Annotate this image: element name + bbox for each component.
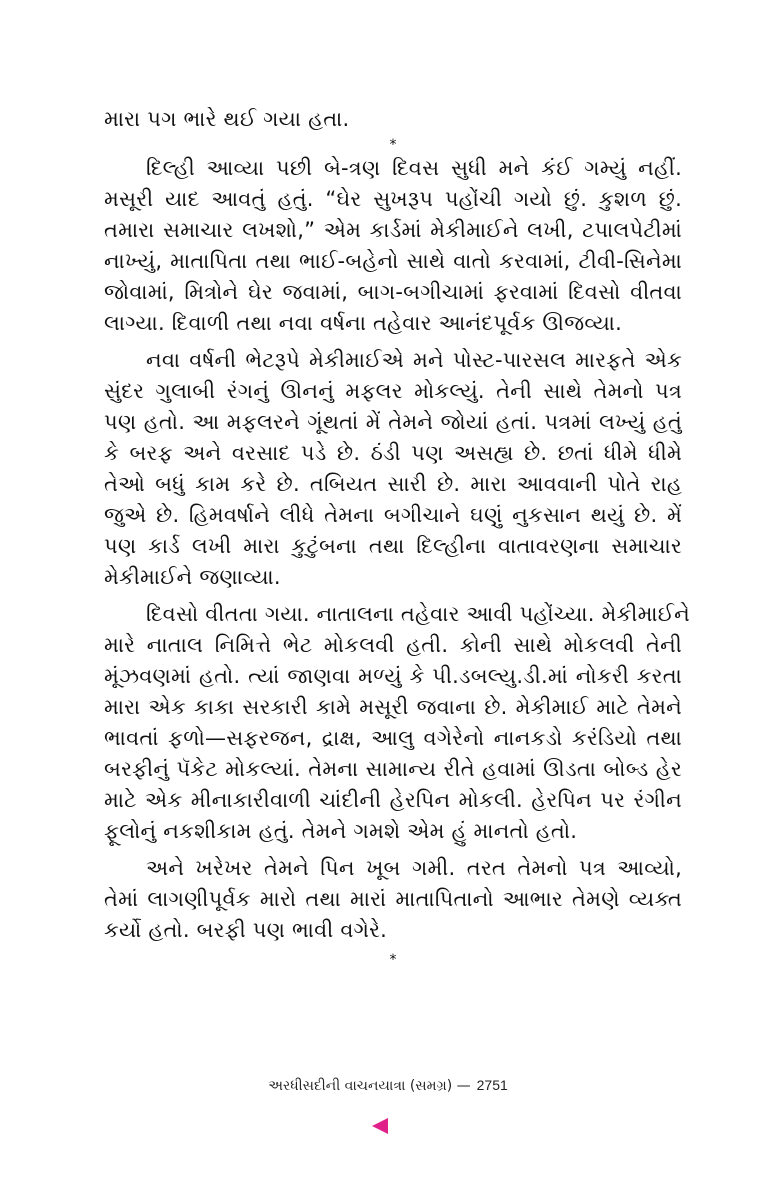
text-line: નાખ્યું, માતાપિતા તથા ભાઈ-બહેનો સાથે વાતો કરવામાં, ટીવી-સિનેમા: [104, 249, 682, 273]
text-line: અને ખરેખર તેમને પિન ખૂબ ગમી. તરત તેમનો પત્ર આવ્યો,: [146, 856, 682, 880]
paragraph: [104, 853, 682, 946]
text-line: ફૂલોનું નકશીકામ હતું. તેમને ગમશે એમ હું માનતો હતો.: [104, 819, 578, 843]
text-line: મારા એક કાકા સરકારી કામે મસૂરી જવાના છે. મેકીમાઈ માટે તેમને: [104, 695, 682, 719]
book-title: અરધીસદીની વાચનયાત્રા (સમગ્ર) —: [268, 1078, 471, 1094]
text-line: લાગ્યા. દિવાળી તથા નવા વર્ષના તહેવાર આનંદપૂર્વક ઊજવ્યા.: [104, 311, 623, 335]
text-line: તમારા સમાચાર લખશો,” એમ કાર્ડમાં મેકીમાઈને લખી, ટપાલપેટીમાં: [104, 218, 682, 242]
text-line: મસૂરી યાદ આવતું હતું. “ઘેર સુખરૂપ પહોંચી ગયો છું. કુશળ છું.: [104, 187, 682, 211]
text-line: જોવામાં, મિત્રોને ઘેર જવામાં, બાગ-બગીચામાં ફરવામાં દિવસો વીતવા: [104, 280, 682, 304]
text-line: મેકીમાઈને જણાવ્યા.: [104, 565, 281, 589]
section-separator-bottom: *: [389, 952, 397, 968]
intro-line: મારા પગ ભારે થઈ ગયા હતા.: [104, 107, 350, 131]
text-line: સુંદર ગુલાબી રંગનું ઊનનું મફલર મોકલ્યું. તેની સાથે તેમનો પત્ર: [104, 379, 682, 403]
text-line: કે બરફ અને વરસાદ પડે છે. ઠંડી પણ અસહ્ય છે. છતાં ધીમે ધીમે: [104, 441, 682, 465]
text-line: નવા વર્ષની ભેટરૂપે મેકીમાઈએ મને પોસ્ટ-પારસલ મારફતે એક: [146, 348, 682, 372]
document-body: [104, 104, 691, 968]
text-line: માટે એક મીનાકારીવાળી ચાંદીની હેરપિન મોકલી. હેરપિન પર રંગીન: [104, 788, 682, 812]
text-line: કર્યો હતો. બરફી પણ ભાવી વગેરે.: [104, 918, 388, 942]
text-line: ભાવતાં ફળો—સફરજન, દ્રાક્ષ, આલુ વગેરેનો નાનકડો કરંડિયો તથા: [104, 726, 682, 750]
section-separator-top: *: [389, 137, 397, 153]
text-line: પણ હતો. આ મફલરને ગૂંથતાં મેં તેમને જોયાં હતાં. પત્રમાં લખ્યું હતું: [104, 410, 682, 434]
text-line: બરફીનું પૅકેટ મોકલ્યાં. તેમના સામાન્ય રીતે હવામાં ઊડતા બોબ્ડ હેર: [104, 757, 682, 781]
paragraph: [104, 153, 682, 339]
page-footer: [0, 1076, 776, 1095]
paragraph: [104, 599, 691, 847]
text-line: તેમાં લાગણીપૂર્વક મારો તથા મારાં માતાપિતાનો આભાર તેમણે વ્યક્ત: [104, 887, 682, 911]
text-line: પણ કાર્ડ લખી મારા કુટુંબના તથા દિલ્હીના વાતાવરણના સમાચાર: [104, 534, 682, 558]
paragraph-list: [104, 153, 691, 946]
text-line: તેઓ બધું કામ કરે છે. તબિયત સારી છે. મારા આવવાની પોતે રાહ: [104, 472, 682, 496]
text-line: મૂંઝવણમાં હતો. ત્યાં જાણવા મળ્યું કે પી.ડબલ્યુ.ડી.માં નોકરી કરતા: [104, 664, 682, 688]
prev-page-arrow-icon[interactable]: [372, 1118, 388, 1134]
text-line: મારે નાતાલ નિમિત્તે ભેટ મોકલવી હતી. કોની સાથે મોકલવી તેની: [104, 633, 682, 657]
text-line: દિવસો વીતતા ગયા. નાતાલના તહેવાર આવી પહોંચ્યા. મેકીમાઈને: [146, 602, 691, 626]
paragraph: [104, 345, 682, 593]
page-number: 2751: [476, 1077, 508, 1093]
text-line: દિલ્હી આવ્યા પછી બે-ત્રણ દિવસ સુધી મને કંઈ ગમ્યું નહીં.: [146, 156, 682, 180]
text-line: જુએ છે. હિમવર્ષાને લીધે તેમના બગીચાને ઘણું નુકસાન થયું છે. મેં: [104, 503, 682, 527]
